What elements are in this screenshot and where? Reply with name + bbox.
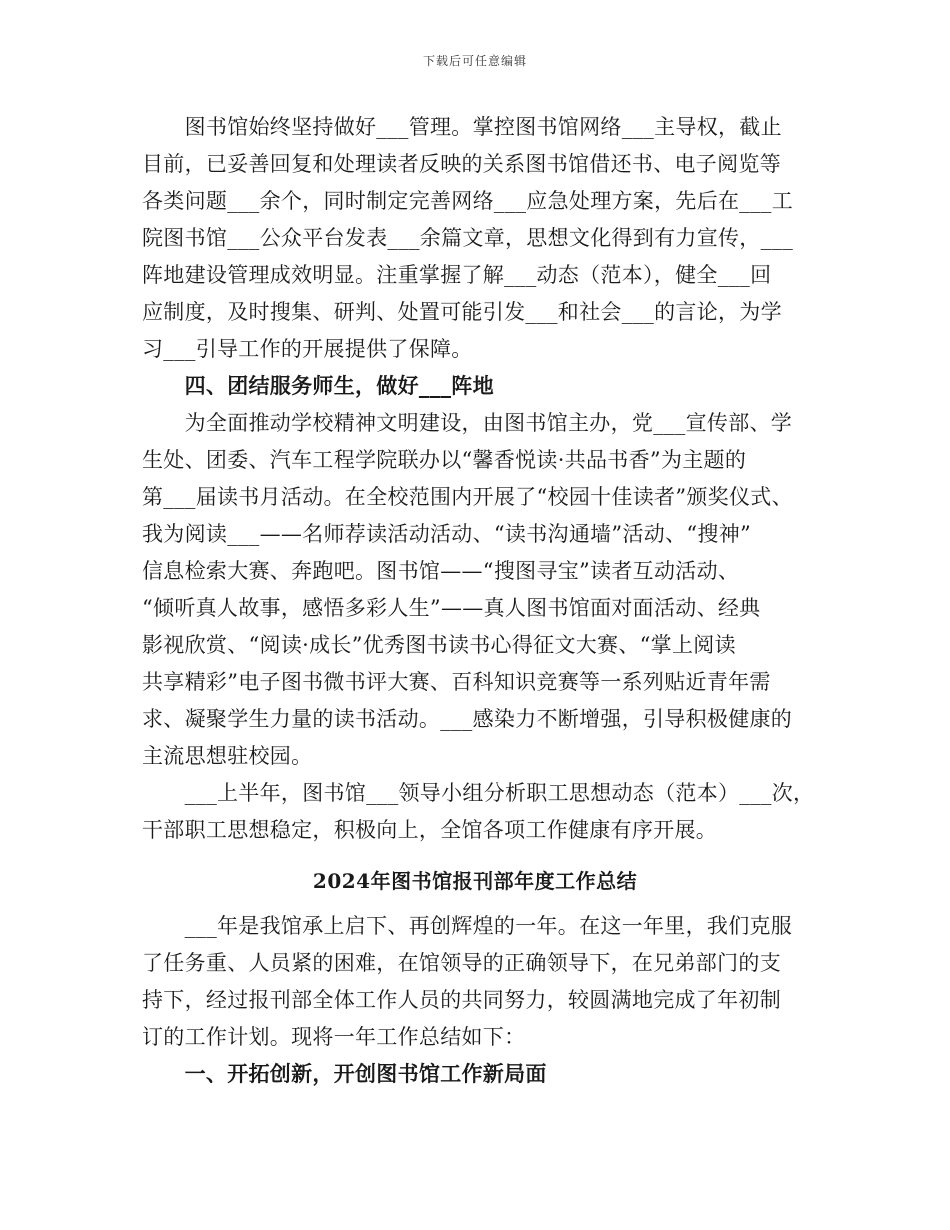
page-header: 下载后可任意编辑	[422, 54, 527, 68]
paragraph-1-line-6: 应制度，及时搜集、研判、处置可能引发___和社会___的言论，为学	[142, 300, 782, 324]
paragraph-2-line-2: 生处、团委、汽车工程学院联办以“馨香悦读·共品书香”为主题的	[142, 448, 747, 472]
paragraph-4-line-1: ___年是我馆承上启下、再创辉煌的一年。在这一年里，我们克服	[142, 914, 793, 938]
paragraph-3-line-2: 干部职工思想稳定，积极向上，全馆各项工作健康有序开展。	[142, 818, 718, 842]
paragraph-2-line-9: 求、凝聚学生力量的读书活动。___感染力不断增强，引导积极健康的	[142, 707, 793, 731]
paragraph-2-line-8: 共享精彩”电子图书微书评大赛、百科知识竞赛等一系列贴近青年需	[142, 670, 771, 694]
paragraph-2-line-1: 为全面推动学校精神文明建设，由图书馆主办，党___宣传部、学	[142, 411, 793, 435]
document-title: 2024年图书馆报刊部年度工作总结	[312, 869, 638, 893]
paragraph-2-line-10: 主流思想驻校园。	[142, 744, 313, 768]
paragraph-2-line-4: 我为阅读___——名师荐读活动活动、“读书沟通墙”活动、“搜神”	[142, 522, 752, 546]
paragraph-1-line-7: 习___引导工作的开展提供了保障。	[142, 337, 473, 361]
paragraph-1-line-4: 院图书馆___公众平台发表___余篇文章，思想文化得到有力宣传，___	[142, 226, 793, 250]
paragraph-3-line-1: ___上半年，图书馆___领导小组分析职工思想动态（范本）___次，	[142, 781, 815, 805]
paragraph-1-line-3: 各类问题___余个，同时制定完善网络___应急处理方案，先后在___工	[142, 189, 793, 213]
paragraph-1-line-1: 图书馆始终坚持做好___管理。掌控图书馆网络___主导权，截止	[142, 115, 782, 139]
paragraph-1-line-5: 阵地建设管理成效明显。注重掌握了解___动态（范本），健全___回	[142, 263, 772, 287]
paragraph-4-line-3: 持下，经过报刊部全体工作人员的共同努力，较圆满地完成了年初制	[142, 988, 781, 1012]
section-heading-4: 四、团结服务师生，做好___阵地	[142, 373, 494, 398]
paragraph-2-line-7: 影视欣赏、“阅读·成长”优秀图书读书心得征文大赛、“掌上阅读	[142, 633, 736, 657]
paragraph-1-line-2: 目前，已妥善回复和处理读者反映的关系图书馆借还书、电子阅览等	[142, 152, 781, 176]
paragraph-2-line-3: 第___届读书月活动。在全校范围内开展了“校园十佳读者”颁奖仪式、	[142, 485, 793, 509]
paragraph-2-line-6: “倾听真人故事，感悟多彩人生”——真人图书馆面对面活动、经典	[142, 596, 761, 620]
paragraph-4-line-2: 了任务重、人员紧的困难，在馆领导的正确领导下，在兄弟部门的支	[142, 951, 781, 975]
paragraph-4-line-4: 订的工作计划。现将一年工作总结如下：	[142, 1025, 526, 1049]
paragraph-2-line-5: 信息检索大赛、奔跑吧。图书馆——“搜图寻宝”读者互动活动、	[142, 559, 740, 583]
section-heading-1: 一、开拓创新，开创图书馆工作新局面	[142, 1061, 547, 1086]
